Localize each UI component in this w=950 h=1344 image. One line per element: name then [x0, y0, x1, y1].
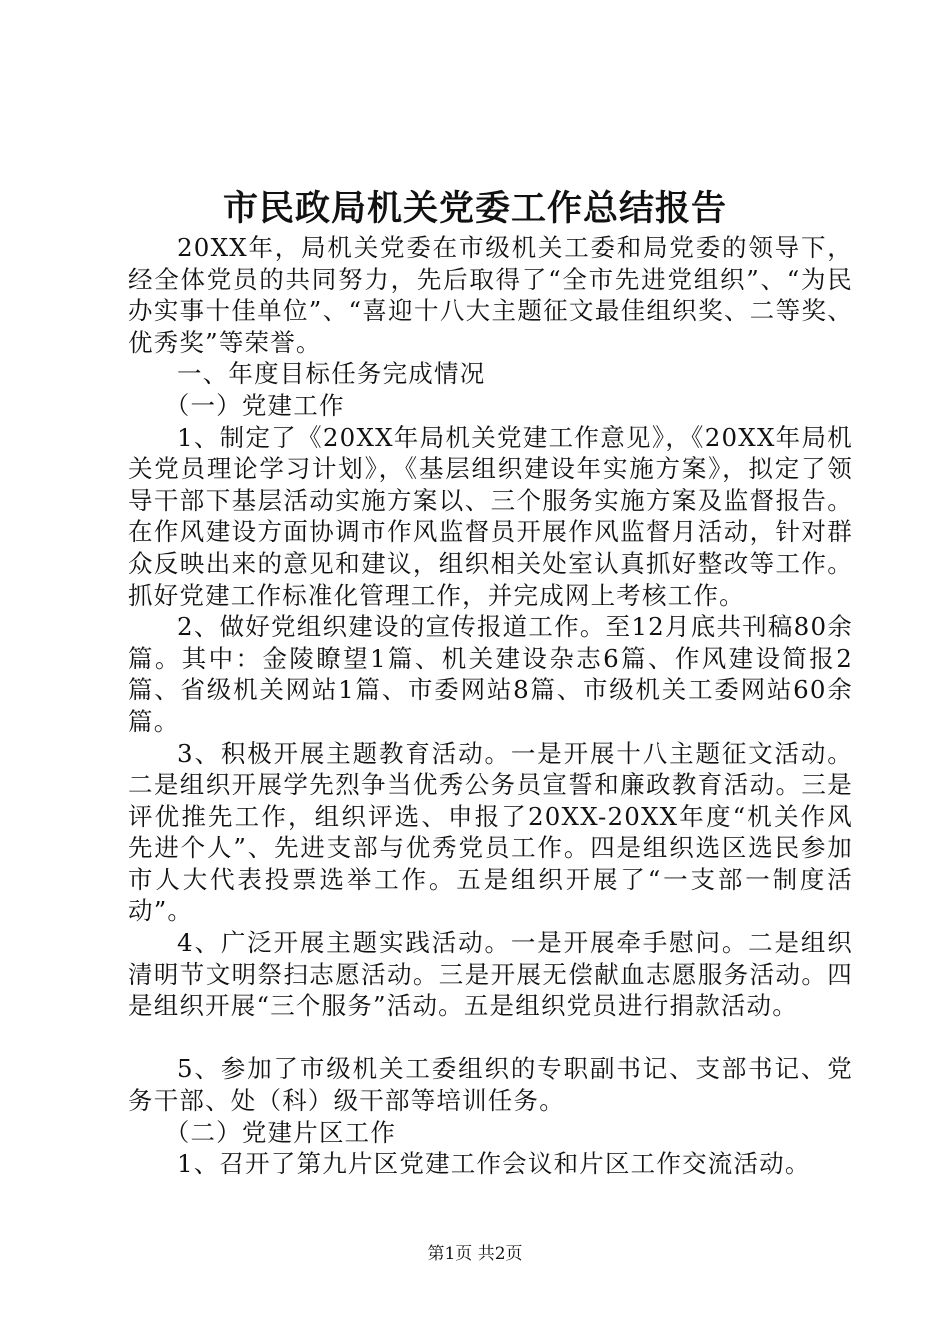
district-item-paragraph-1: 1、召开了第九片区党建工作会议和片区工作交流活动。 — [177, 1149, 811, 1179]
page-footer: 第1页 共2页 — [427, 1244, 523, 1264]
subsection-heading-district-work: （二）党建片区工作 — [164, 1117, 397, 1147]
document-body — [128, 232, 853, 1180]
document-title: 市民政局机关党委工作总结报告 — [222, 188, 727, 229]
item-paragraph-4: 4、广泛开展主题实践活动。一是开展牵手慰问。二是组织清明节文明祭扫志愿活动。三是开展无偿献血志愿服务活动。四是组织开展“三个服务”活动。五是组织党员进行捐款活动。 — [128, 928, 853, 1021]
item-paragraph-1: 1、制定了《20XX年局机关党建工作意见》，《20XX年局机关党员理论学习计划》，《基层组织建设年实施方案》，拟定了领导干部下基层活动实施方案以、三个服务实施方案及监督报告。在作风建设方面协调市作风监督员开展作风监督月活动，针对群众反映出来的意见和建议，组织相关处室认真抓好整改等工作。抓好党建工作标准化管理工作，并完成网上考核工作。 — [128, 422, 853, 610]
item-paragraph-5: 5、参加了市级机关工委组织的专职副书记、支部书记、党务干部、处（科）级干部等培训任务。 — [128, 1054, 853, 1116]
item-paragraph-2: 2、做好党组织建设的宣传报道工作。至12月底共刊稿80余篇。其中：金陵瞭望1篇、机关建设杂志6篇、作风建设简报2篇、省级机关网站1篇、市委网站8篇、市级机关工委网站60余篇。 — [128, 612, 853, 736]
subsection-heading-party-building: （一）党建工作 — [164, 390, 345, 420]
item-paragraph-3: 3、积极开展主题教育活动。一是开展十八主题征文活动。二是组织开展学先烈争当优秀公务员宣誓和廉政教育活动。三是评优推先工作，组织评选、申报了20XX-20XX年度“机关作风先进个人”、先进支部与优秀党员工作。四是组织选区选民参加市人大代表投票选举工作。五是组织开展了“一支部一制度活动”。 — [128, 738, 853, 926]
intro-paragraph: 20XX年，局机关党委在市级机关工委和局党委的领导下，经全体党员的共同努力，先后取得了“全市先进党组织”、“为民办实事十佳单位”、“喜迎十八大主题征文最佳组织奖、二等奖、优秀奖”等荣誉。 — [128, 233, 853, 357]
section-heading-annual-goals: 一、年度目标任务完成情况 — [177, 359, 486, 389]
